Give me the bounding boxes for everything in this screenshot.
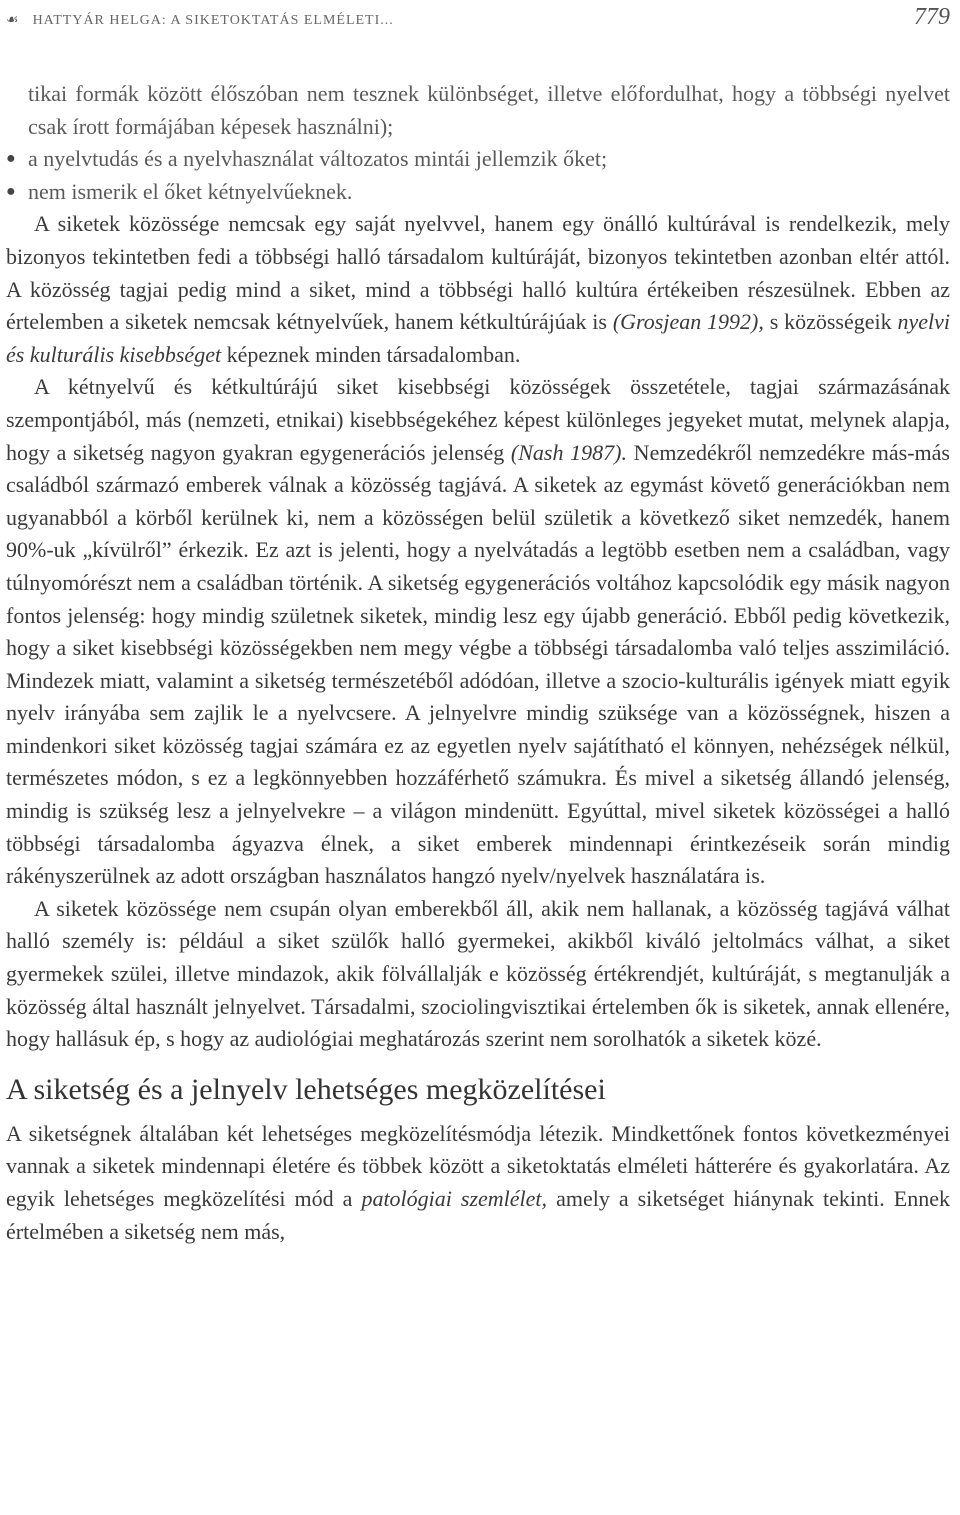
page-header (6, 4, 950, 34)
bullet-icon: ● (6, 182, 16, 200)
list-item (6, 143, 950, 176)
fleuron-icon: ☙ (6, 13, 19, 28)
paragraph-2-text-b: Nemzedékről nemzedékre más-más családból származó emberek válnak a közösség tagjává. A siketek az egymást követő generációkban nem ugyanabból a körből kerülnek ki, nem a közösségen belül születik a következő siket nemzedék, hanem 90%-uk „kívülről” érkezik. Ez azt is jelenti, hogy a nyelvátadás a legtöbb esetben nem a családban, vagy túlnyomórészt nem a családban történik. A siketség egygenerációs voltához kapcsolódik egy másik nagyon fontos jelenség: hogy mindig születnek siketek, mindig lesz egy újabb generáció. Ebből pedig következik, hogy a siket kisebbségi közösségekben nem megy végbe a többségi társadalomba való teljes asszimiláció. Mindezek miatt, valamint a siketség természetéből adódóan, illetve a szocio-kulturális igények miatt egyik nyelv irányába sem zajlik le a nyelvcsere. A jelnyelvre mindig szüksége van a közösségnek, hiszen a mindenkori siket közösség tagjai számára ez az egyetlen nyelv sajátítható el könnyen, nehézségek nélkül, természetes módon, s ez a legkönnyebben hozzáférhető számukra. És mivel a siketség állandó jelenség, mindig is szükség lesz a jelnyelvekre – a világon mindenütt. Egyúttal, mivel siketek közösségei a halló többségi társadalomba ágyazva élnek, a siket emberek mindennapi érintkezéseik során mindig rákényszerülnek az adott országban használatos hangzó nyelv/nyelvek használatára is. (6, 439, 950, 889)
paragraph-1-text-b: s közösségeik (763, 309, 898, 335)
citation-nash: (Nash 1987). (510, 439, 627, 465)
running-title: HATTYÁR HELGA: A SIKETOKTATÁS ELMÉLETI... (32, 13, 394, 28)
emphasis-kisebbseg: nyelvi és kulturális kisebbséget (6, 309, 950, 367)
list-item-text: a nyelvtudás és a nyelvhasználat változatos mintái jellemzik őket; (28, 146, 608, 172)
paragraph-3: A siketek közössége nem csupán olyan emberekből áll, akik nem hallanak, a közösség tagjává válhat halló személy is: például a siket szülők halló gyermekei, akikből kiváló jeltolmács válhat, a siket gyermekek szülei, illetve mindazok, akik fölvállalják e közösség értékrendjét, kultúráját, s megtanulják a közösség által használt jelnyelvet. Társadalmi, szociolingvisztikai értelemben ők is siketek, annak ellenére, hogy hallásuk ép, s hogy az audiológiai meghatározás szerint nem sorolhatók a siketek közé. (6, 895, 950, 1052)
paragraph-4-text-a: A siketségnek általában két lehetséges megközelítésmódja létezik. Mindkettőnek fontos következményei vannak a siketek mindennapi életére és többek között a siketoktatás elméleti hátterére és gyakorlatára. Az egyik lehetséges megközelítési mód a (6, 1120, 950, 1211)
list-item (6, 176, 950, 209)
paragraph-1-text-c: képeznek minden társadalomban. (221, 341, 521, 367)
paragraph-2 (6, 371, 950, 893)
paragraph-2-text-a: A kétnyelvű és kétkultúrájú siket kisebbségi közösségek összetétele, tagjai származásának szempontjából, más (nemzeti, etnikai) kisebbségekéhez képest különleges jegyeket mutat, melynek alapja, hogy a siketség nagyon gyakran egygenerációs jelenség (6, 374, 950, 465)
list-item-text: nem ismerik el őket kétnyelvűeknek. (28, 178, 353, 204)
section-heading: A siketség és a jelnyelv lehetséges megközelítései (6, 1072, 606, 1106)
paragraph-1 (6, 208, 950, 371)
citation-grosjean: (Grosjean 1992), (612, 309, 764, 335)
continued-list-item (6, 78, 950, 143)
page-number: 779 (914, 4, 950, 30)
paragraph-4 (6, 1118, 950, 1248)
emphasis-patologiai: patológiai szemlélet, (361, 1186, 548, 1211)
paragraph-4-text-b: amely a siketséget hiánynak tekinti. Ennek értelmében a siketség nem más, (6, 1186, 950, 1244)
bullet-icon: ● (6, 150, 16, 168)
continued-line-1: tikai formák között élőszóban nem tesznek különbséget, illetve előfordulhat, hogy (28, 81, 776, 106)
continued-line-2: a többségi nyelvet csak írott formájában képesek használni); (28, 81, 950, 139)
paragraph-1-text-a: A siketek közössége nemcsak egy saját nyelvvel, hanem egy önálló kultúrával is rendelkezik, mely bizonyos tekintetben fedi a többségi halló társadalom kultúráját, bizonyos tekintetben azonban eltér attól. A közösség tagjai pedig mind a siket, mind a többségi halló kultúra értékeiben részesülnek. Ebben az értelemben a siketek nemcsak kétnyelvűek, hanem kétkultúrájúak is (6, 211, 950, 335)
body-text (6, 78, 950, 1248)
